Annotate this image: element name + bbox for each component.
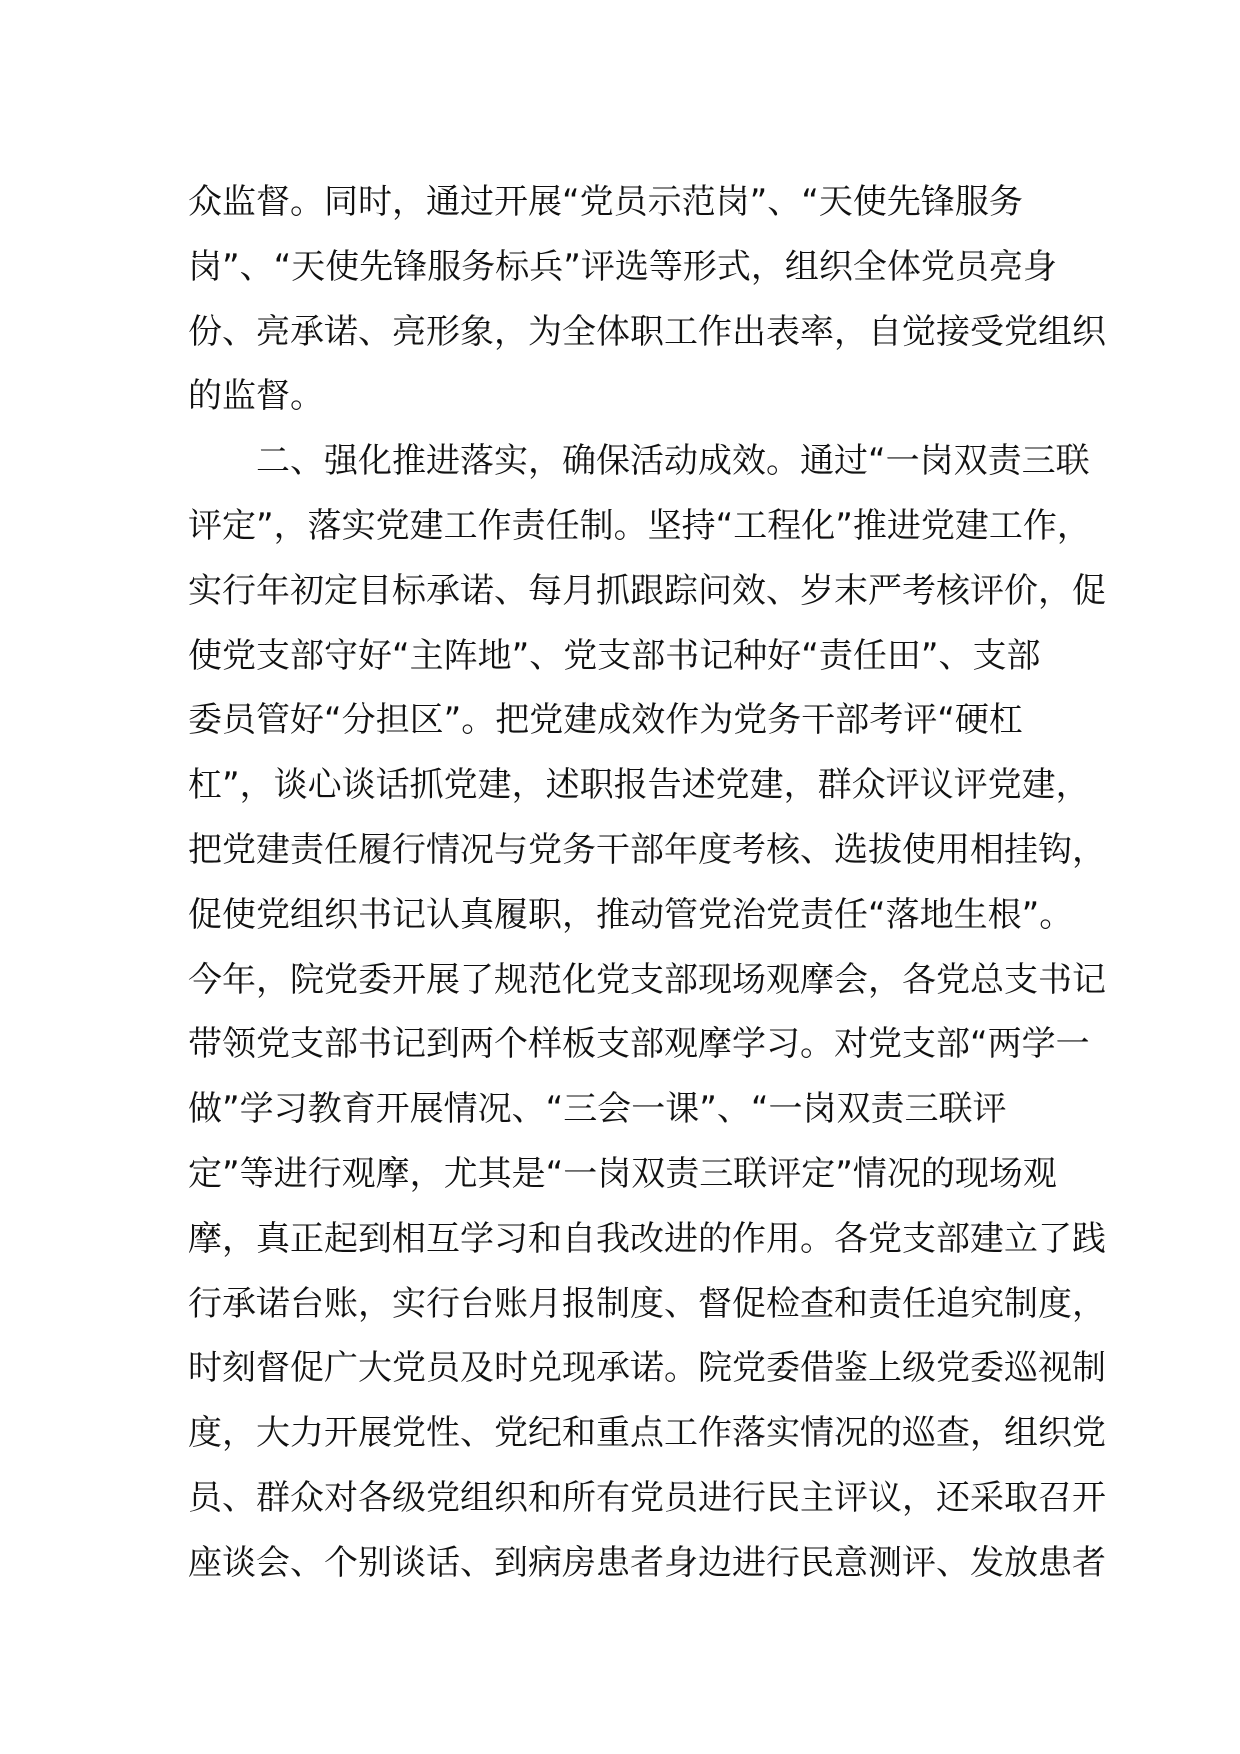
text-line: 做”学习教育开展情况、“三会一课”、“一岗双责三联评	[188, 1089, 1007, 1130]
text-line: 度，大力开展党性、党纪和重点工作落实情况的巡查，组织党	[188, 1413, 1106, 1454]
text-line: 岗”、“天使先锋服务标兵”评选等形式，组织全体党员亮身	[188, 246, 1057, 287]
body-text	[188, 170, 1106, 1596]
text-line: 座谈会、个别谈话、到病房患者身边进行民意测评、发放患者	[188, 1542, 1106, 1583]
text-line: 把党建责任履行情况与党务干部年度考核、选拔使用相挂钩，	[188, 829, 1106, 870]
text-line: 评定”，落实党建工作责任制。坚持“工程化”推进党建工作，	[188, 505, 1091, 546]
text-line: 的监督。	[188, 376, 324, 417]
text-line: 员、群众对各级党组织和所有党员进行民主评议，还采取召开	[188, 1477, 1106, 1518]
text-line: 定”等进行观摩，尤其是“一岗双责三联评定”情况的现场观	[188, 1153, 1057, 1194]
text-line: 众监督。同时，通过开展“党员示范岗”、“天使先锋服务	[188, 182, 1023, 222]
text-line: 摩，真正起到相互学习和自我改进的作用。各党支部建立了践	[188, 1218, 1106, 1259]
text-line: 今年，院党委开展了规范化党支部现场观摩会，各党总支书记	[188, 959, 1106, 1000]
text-line: 实行年初定目标承诺、每月抓跟踪问效、岁末严考核评价，促	[188, 570, 1106, 611]
text-line: 时刻督促广大党员及时兑现承诺。院党委借鉴上级党委巡视制	[188, 1348, 1106, 1389]
text-line: 份、亮承诺、亮形象，为全体职工作出表率，自觉接受党组织	[188, 311, 1106, 352]
text-line: 杠”，谈心谈话抓党建，述职报告述党建，群众评议评党建，	[188, 765, 1090, 806]
text-line: 委员管好“分担区”。把党建成效作为党务干部考评“硬杠	[188, 700, 1023, 741]
text-line: 带领党支部书记到两个样板支部观摩学习。对党支部“两学一	[188, 1024, 1090, 1065]
text-line: 二、强化推进落实，确保活动成效。通过“一岗双责三联	[188, 441, 1090, 482]
text-line: 使党支部守好“主阵地”、党支部书记种好“责任田”、支部	[188, 635, 1041, 676]
text-line: 行承诺台账，实行台账月报制度、督促检查和责任追究制度，	[188, 1283, 1106, 1324]
text-line: 促使党组织书记认真履职，推动管党治党责任“落地生根”。	[188, 894, 1074, 935]
